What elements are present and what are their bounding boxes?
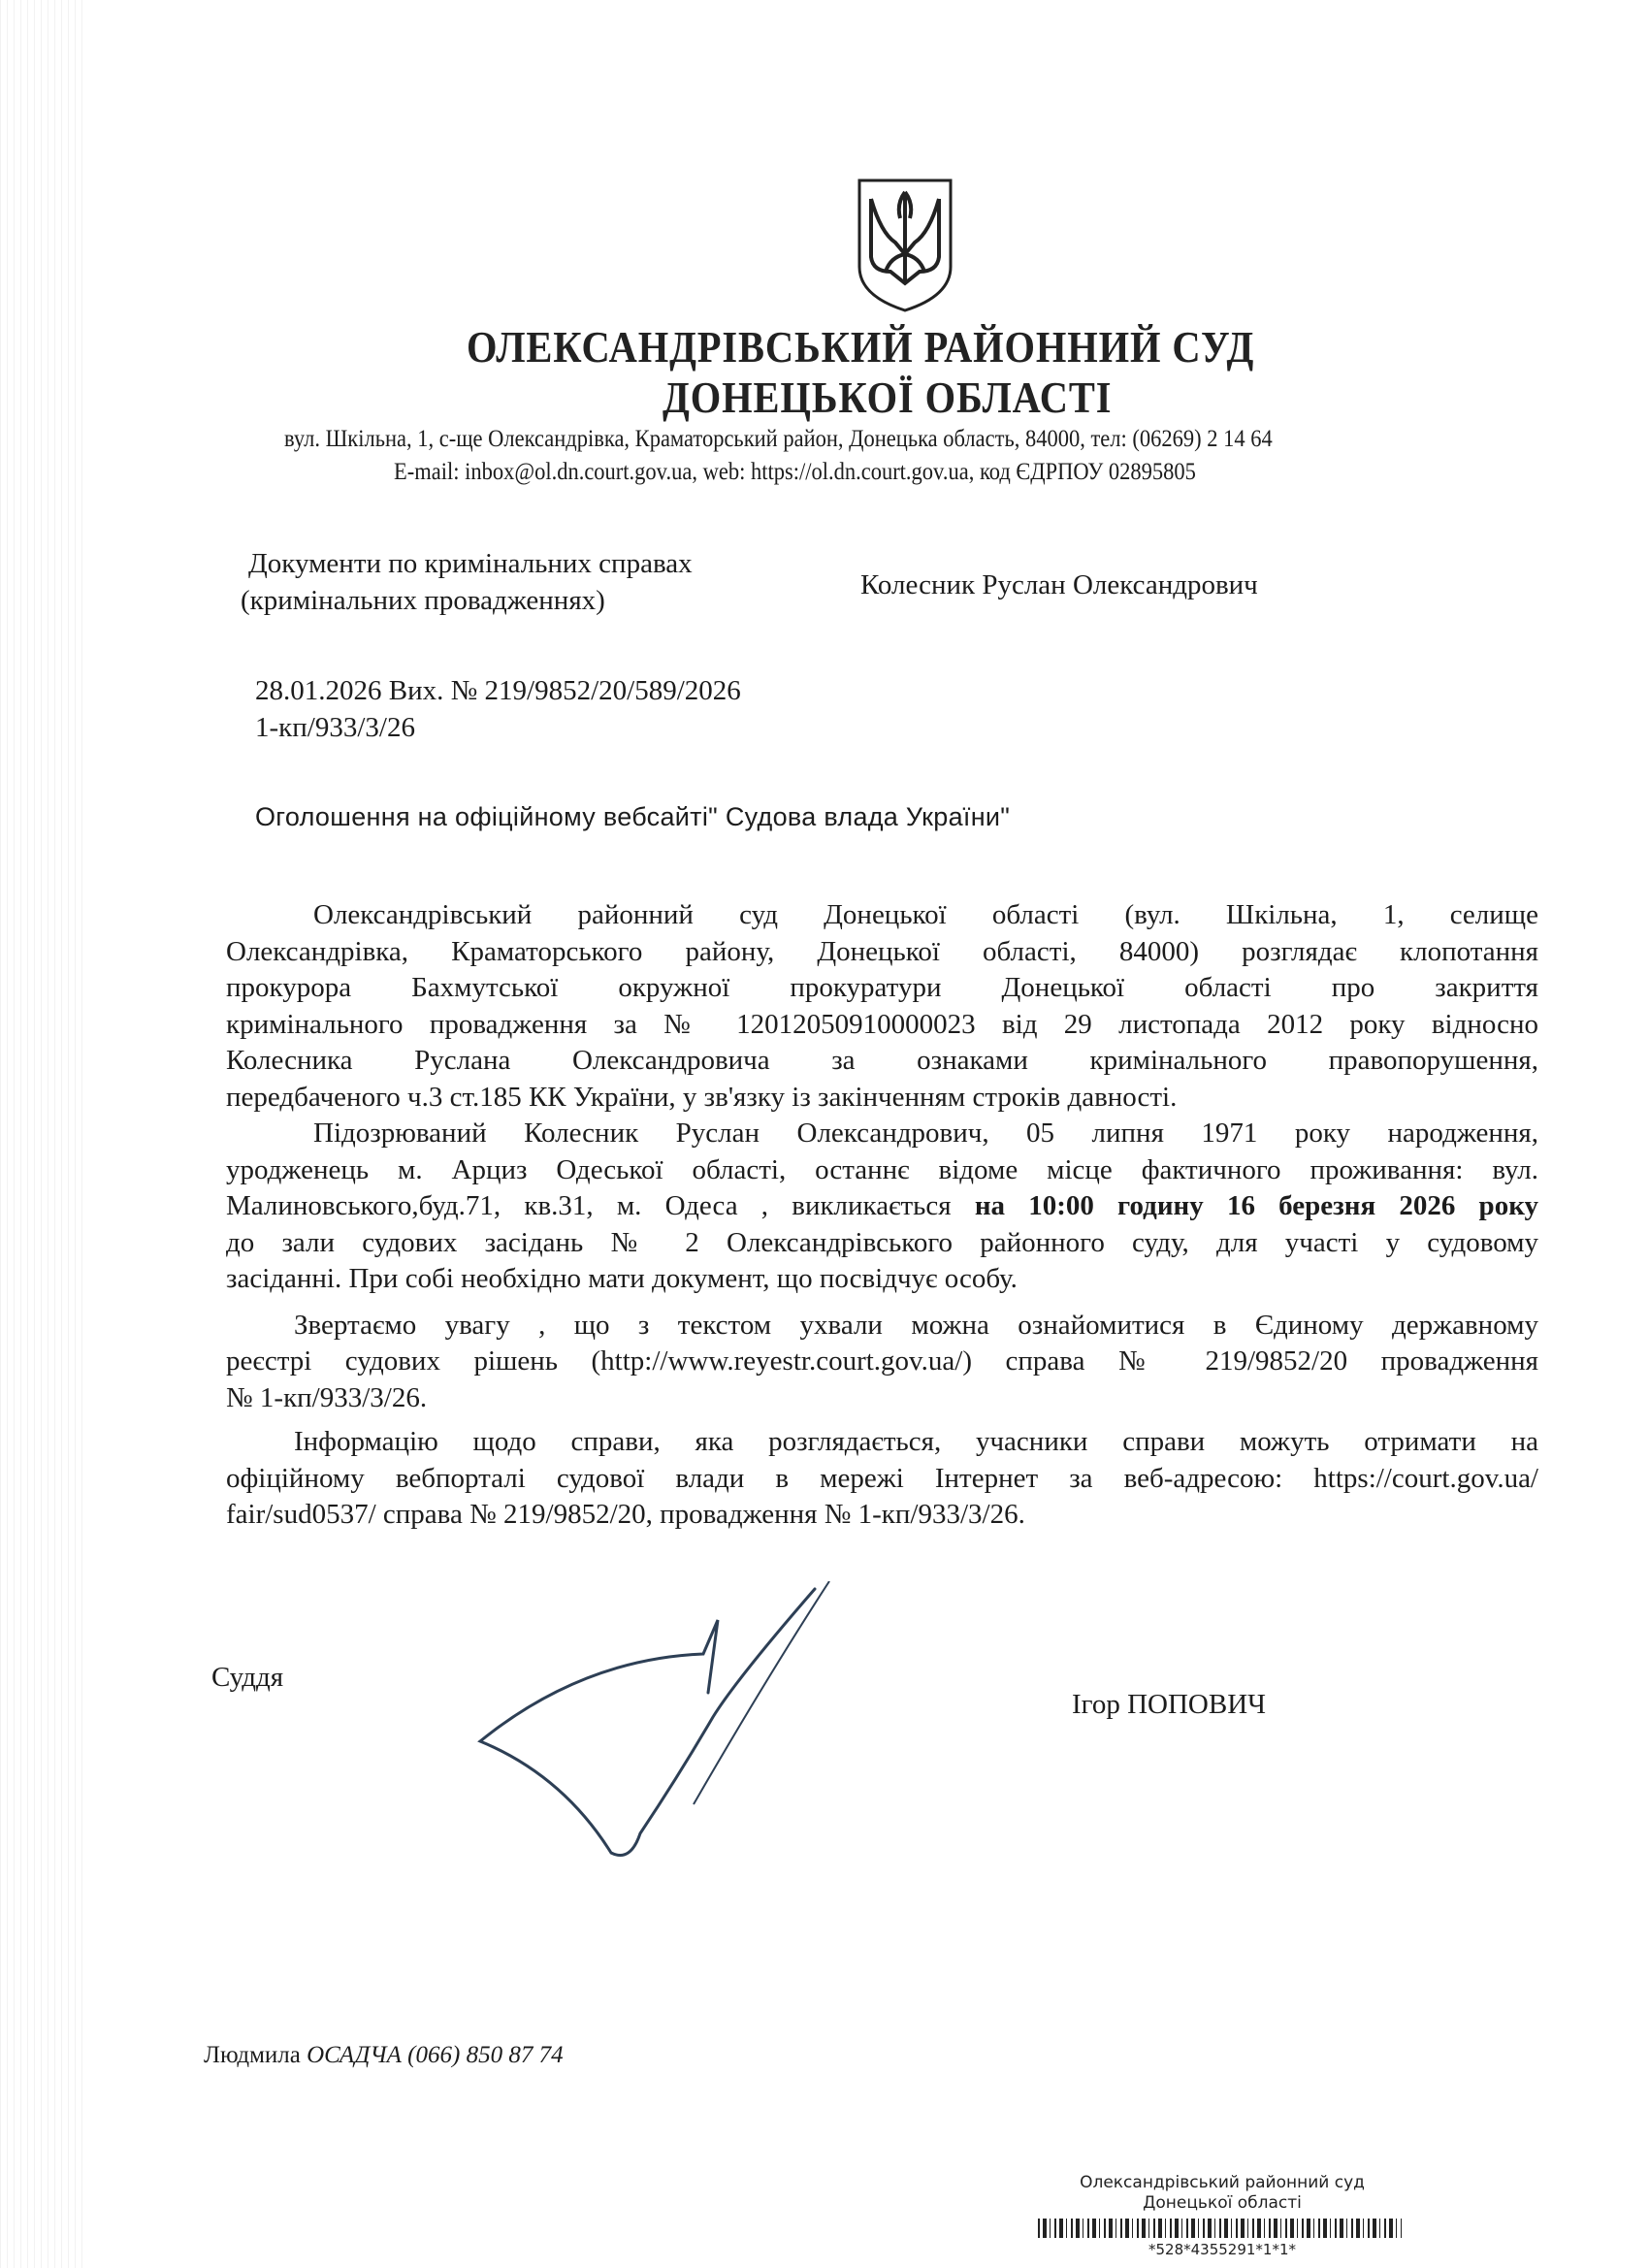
body-line: Олександрівка, Краматорського району, Донецької області, 84000) розглядає клопотання <box>226 935 1538 967</box>
body-line: реєстрі судових рішень (http://www.reyestr.court.gov.ua/) справа № 219/9852/20 провадження <box>226 1345 1538 1377</box>
addressee: Колесник Руслан Олександрович <box>860 569 1258 600</box>
body-line: прокурора Бахмутської окружної прокуратури Донецької області про закриття <box>226 972 1538 1003</box>
registry-stamp <box>1048 2173 1397 2214</box>
scan-artifact <box>0 0 87 2268</box>
hearing-datetime: на 10:00 годину 16 березня 2026 року <box>974 1190 1538 1221</box>
executor-first-name: Людмила <box>204 2042 301 2068</box>
body-line: до зали судових засідань № 2 Олександрівського районного суду, для участі у судовому <box>226 1226 1538 1258</box>
stamp-line1: Олександрівський районний суд <box>1080 2173 1365 2192</box>
barcode <box>1038 2219 1402 2238</box>
body-line-hearing <box>226 1188 1538 1225</box>
court-address: вул. Шкільна, 1, с-ще Олександрівка, Краматорський район, Донецька область, 84000, тел: (06269) 2 14 64 <box>284 426 1273 452</box>
body-line: передбаченого ч.3 ст.185 КК України, у зв'язку із закінченням строків давності. <box>226 1081 1178 1113</box>
body-line: № 1-кп/933/3/26. <box>226 1381 428 1413</box>
announcement-title: Оголошення на офіційному вебсайті" Судова влада України" <box>255 802 1011 831</box>
body-line: Колесника Руслана Олександровича за ознаками кримінального правопорушення, <box>226 1045 1538 1076</box>
outgoing-number: 28.01.2026 Вих. № 219/9852/20/589/2026 <box>255 675 741 706</box>
court-name-line2: ДОНЕЦЬКОЇ ОБЛАСТІ <box>663 373 1113 422</box>
body-line: Інформацію щодо справи, яка розглядається, учасники справи можуть отримати на <box>294 1426 1538 1457</box>
handwritten-signature-icon <box>446 1581 834 1892</box>
signature-role: Суддя <box>211 1662 284 1693</box>
body-line: уродженець м. Арциз Одеської області, останнє відоме місце фактичного проживання: вул. <box>226 1153 1538 1185</box>
body-line: Підозрюваний Колесник Руслан Олександрович, 05 липня 1971 року народження, <box>313 1118 1538 1149</box>
executor-contact <box>204 2041 564 2070</box>
trident-emblem-icon <box>852 175 958 315</box>
doc-type-line1: Документи по кримінальних справах <box>248 548 693 579</box>
barcode-number: *528*4355291*1*1* <box>1148 2241 1297 2258</box>
body-text: Малиновського,буд.71, кв.31, м. Одеса , викликається <box>226 1190 975 1221</box>
body-line: засіданні. При собі необхідно мати документ, що посвідчує особу. <box>226 1263 1018 1294</box>
body-line: Звертаємо увагу , що з текстом ухвали можна ознайомитися в Єдиному державному <box>294 1309 1538 1341</box>
court-name-line1: ОЛЕКСАНДРІВСЬКИЙ РАЙОННИЙ СУД <box>467 322 1255 372</box>
court-contacts: E-mail: inbox@ol.dn.court.gov.ua, web: https://ol.dn.court.gov.ua, код ЄДРПОУ 02895805 <box>394 459 1196 485</box>
executor-surname-phone: ОСАДЧА (066) 850 87 74 <box>307 2042 564 2068</box>
stamp-line2: Донецької області <box>1143 2193 1302 2213</box>
document-body <box>226 897 1538 1534</box>
body-line: Олександрівський районний суд Донецької області (вул. Шкільна, 1, селище <box>313 899 1538 930</box>
case-number: 1-кп/933/3/26 <box>255 712 415 743</box>
body-line: офіційному вебпорталі судової влади в мережі Інтернет за веб-адресою: https://court.gov.ua/ <box>226 1462 1538 1494</box>
doc-type-line2: (кримінальних провадженнях) <box>241 585 605 616</box>
body-line: кримінального провадження за № 12012050910000023 від 29 листопада 2012 року відносно <box>226 1008 1538 1040</box>
signatory-name: Ігор ПОПОВИЧ <box>1072 1689 1266 1720</box>
body-line: fair/sud0537/ справа № 219/9852/20, провадження № 1-кп/933/3/26. <box>226 1499 1025 1530</box>
